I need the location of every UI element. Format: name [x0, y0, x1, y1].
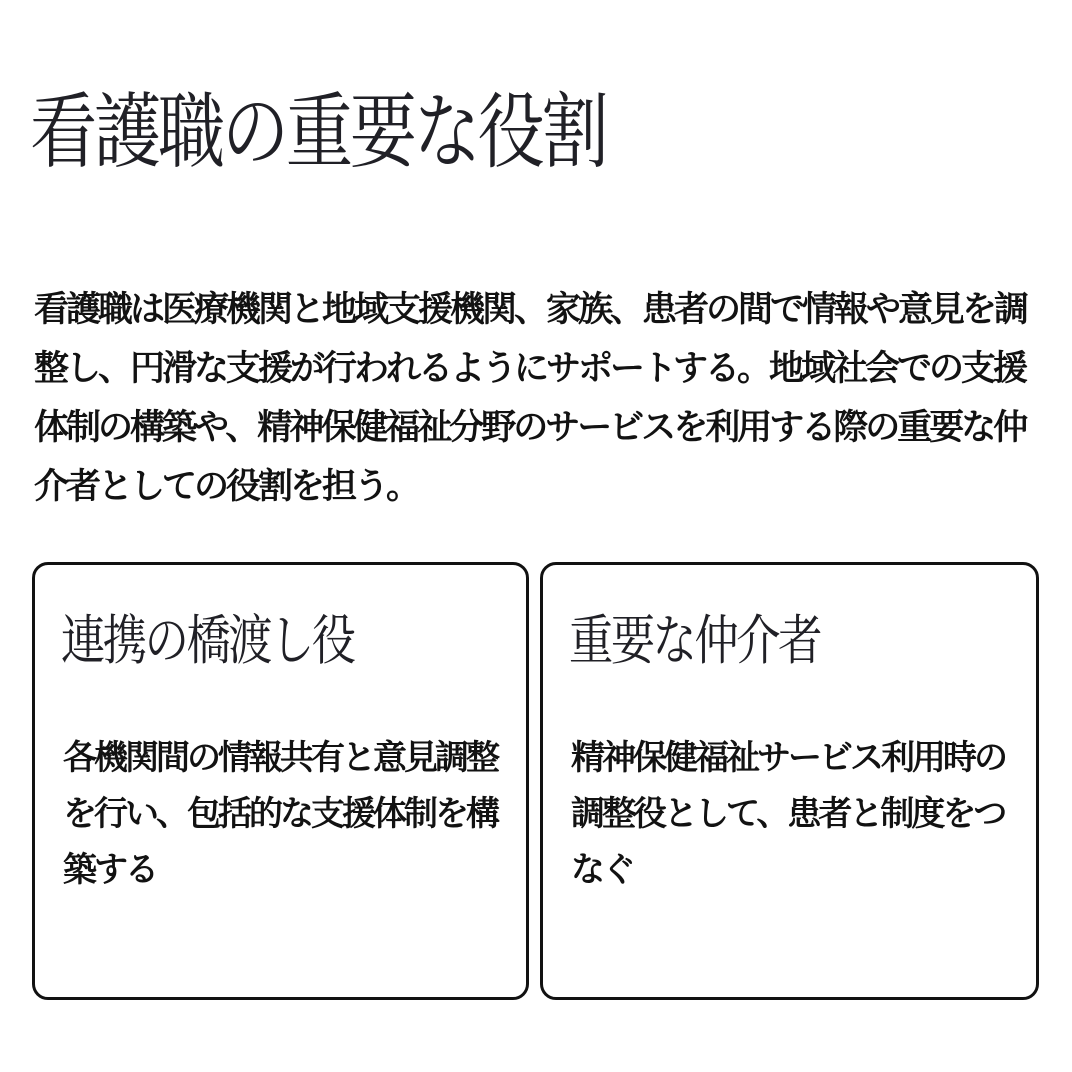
card-mediator-role	[540, 562, 1039, 1000]
card-body: 精神保健福祉サービス利用時の調整役として、患者と制度をつなぐ	[571, 738, 1005, 890]
card-title: 重要な仲介者	[569, 609, 820, 672]
intro-paragraph: 看護職は医療機関と地域支援機関、家族、患者の間で情報や意見を調整し、円滑な支援が行われるようにサポートする。地域社会での支援体制の構築や、精神保健福祉分野のサービスを利用する際の重要な仲介者としての役割を担う。	[34, 290, 1027, 507]
card-bridge-role	[32, 562, 529, 1000]
card-title: 連携の橋渡し役	[61, 609, 354, 672]
page-title: 看護職の重要な役割	[30, 85, 606, 180]
card-body: 各機関間の情報共有と意見調整を行い、包括的な支援体制を構築する	[63, 738, 497, 890]
